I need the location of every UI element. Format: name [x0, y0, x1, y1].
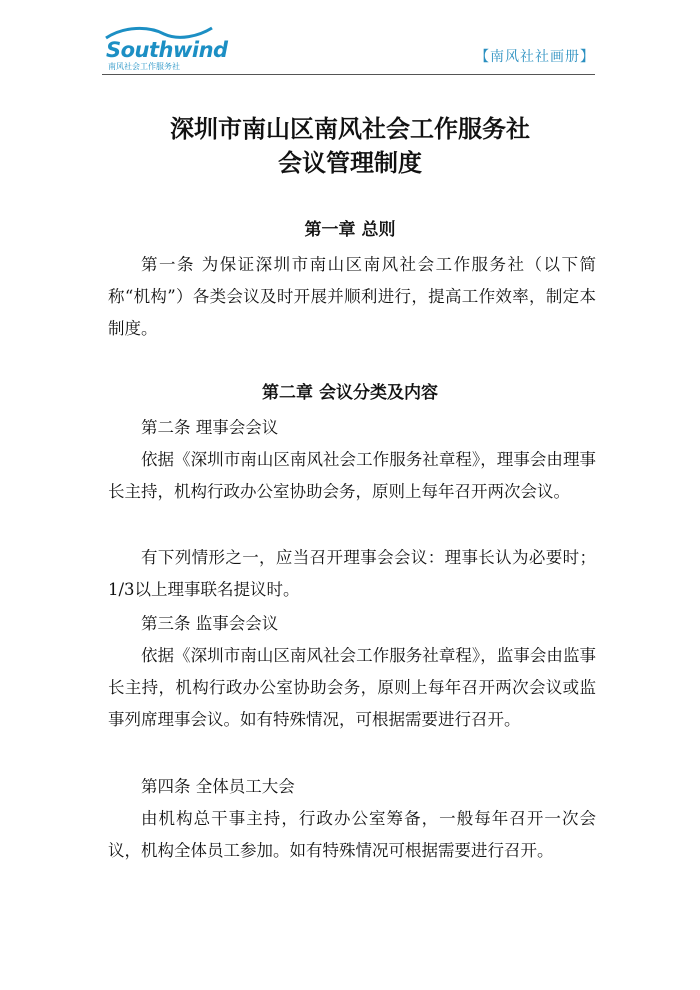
chapter-2-heading: 第二章 会议分类及内容: [262, 383, 438, 403]
article-2-title: 第二条 理事会会议: [141, 418, 279, 437]
article-3-paragraph-1: 依据《深圳市南山区南风社会工作服务社章程》，监事会由监事长主持，机构行政办公室协助会务，原则上每年召开两次会议或监事列席理事会议。如有特殊情况，可根据需要进行召开。: [108, 646, 596, 729]
logo-subtitle: 南风社会工作服务社: [108, 62, 180, 71]
logo-wordmark: Southwind: [106, 38, 228, 62]
article-4-paragraph-1: 由机构总干事主持，行政办公室筹备，一般每年召开一次会议，机构全体员工参加。如有特殊情况可根据需要进行召开。: [108, 809, 596, 860]
document-title: 深圳市南山区南风社会工作服务社: [170, 114, 530, 143]
article-2-paragraph-1: 依据《深圳市南山区南风社会工作服务社章程》，理事会由理事长主持，机构行政办公室协助会务，原则上每年召开两次会议。: [108, 450, 596, 501]
header-slogan: 【南风社社画册】: [475, 49, 595, 65]
southwind-logo: [104, 24, 228, 74]
article-3-title: 第三条 监事会会议: [141, 614, 279, 633]
article-1: 第一条 为保证深圳市南山区南风社会工作服务社（以下简称“机构”）各类会议及时开展并顺利进行，提高工作效率，制定本制度。: [108, 255, 596, 338]
article-2-paragraph-2: 有下列情形之一，应当召开理事会会议：理事长认为必要时；1/3以上理事联名提议时。: [108, 548, 596, 599]
page-header: [0, 0, 700, 80]
header-divider: [102, 74, 595, 75]
article-4-title: 第四条 全体员工大会: [141, 777, 295, 796]
chapter-1-heading: 第一章 总则: [304, 220, 396, 240]
document-subtitle: 会议管理制度: [278, 148, 422, 177]
